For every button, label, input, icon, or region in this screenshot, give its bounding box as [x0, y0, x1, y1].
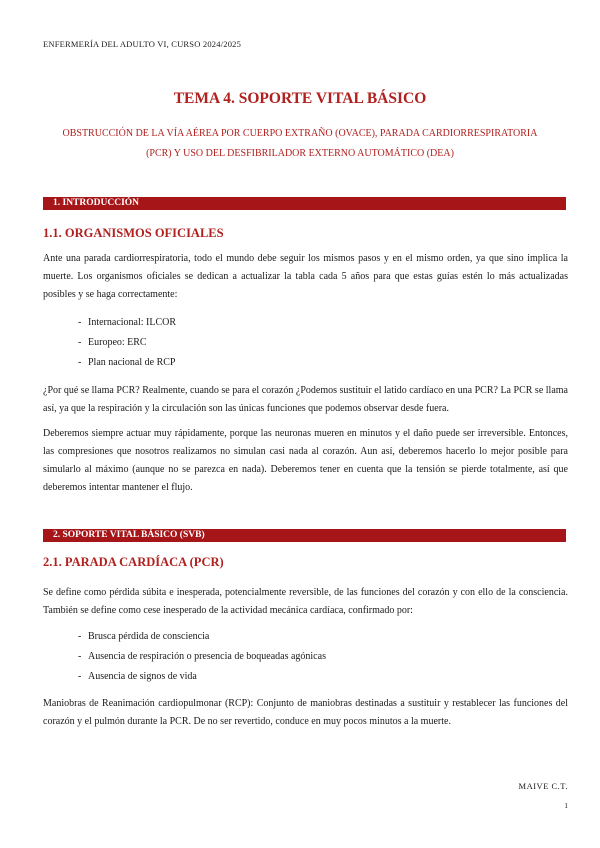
organismos-list [78, 313, 176, 373]
section-heading-introduccion: 1. INTRODUCCIÓN [43, 197, 566, 210]
list-item: - Brusca pérdida de consciencia [78, 627, 326, 647]
list-dash: - [78, 337, 82, 348]
list-dash: - [78, 317, 82, 328]
list-item: - Ausencia de signos de vida [78, 667, 326, 687]
list-item: - Internacional: ILCOR [78, 313, 176, 333]
page-number: 1 [564, 801, 568, 810]
paragraph-rcp: Maniobras de Reanimación cardiopulmonar (RCP): Conjunto de maniobras destinadas a sustituir y restablecer las funciones del corazón y el pulmón durante la PCR. De no ser revertido, conduce en muy pocos minutos a la muerte. [43, 698, 568, 727]
signos-list [78, 627, 326, 687]
subsection-heading-organismos: 1.1. ORGANISMOS OFICIALES [43, 226, 224, 240]
subtitle-line-2: (PCR) Y USO DEL DESFIBRILADOR EXTERNO AUTOMÁTICO (DEA) [146, 148, 454, 159]
paragraph-por-que-pcr: ¿Por qué se llama PCR? Realmente, cuando se para el corazón ¿Podemos sustituir el latido cardíaco en una PCR? La PCR se llama así, ya que la respiración y la circulación son las únicas funciones que podemos observar desde fuera. [43, 385, 568, 414]
footer-author: MAIVE C.T. [518, 781, 568, 791]
list-item: - Europeo: ERC [78, 333, 176, 353]
subtitle-line-1: OBSTRUCCIÓN DE LA VÍA AÉREA POR CUERPO EXTRAÑO (OVACE), PARADA CARDIORRESPIRATORIA [62, 128, 538, 139]
subsection-heading-parada-cardiaca: 2.1. PARADA CARDÍACA (PCR) [43, 555, 224, 569]
paragraph-intro: Ante una parada cardiorrespiratoria, todo el mundo debe seguir los mismos pasos y en el mismo orden, ya que sino implica la muerte. Los organismos oficiales se dedican a actualizar la tabla cada 5 años para que estas guías estén lo más actualizadas posibles y se haga correctamente: [43, 253, 568, 300]
page-title: TEMA 4. SOPORTE VITAL BÁSICO [173, 90, 427, 107]
list-item: - Plan nacional de RCP [78, 353, 176, 373]
paragraph-actuar-rapido: Deberemos siempre actuar muy rápidamente, porque las neuronas mueren en minutos y el daño puede ser irreversible. Entonces, las compresiones que nosotros realizamos no simulan casi nada al corazón. Aun así, deberemos hacerlo lo mejor posible para simularlo al máximo (aunque no se parezca en nada). Deberemos tener en cuenta que la tensión se pierde totalmente, así que deberemos intentar mantener el flujo. [43, 428, 568, 493]
list-dash: - [78, 671, 82, 682]
section-heading-svb: 2. SOPORTE VITAL BÁSICO (SVB) [43, 529, 566, 542]
page-subtitle [60, 124, 540, 164]
list-item: - Ausencia de respiración o presencia de boqueadas agónicas [78, 647, 326, 667]
list-dash: - [78, 651, 82, 662]
list-dash: - [78, 357, 82, 368]
paragraph-definicion-pcr: Se define como pérdida súbita e inesperada, potencialmente reversible, de las funciones del corazón y con ello de la consciencia. También se define como cese inesperado de la actividad mecánica cardíaca, confirmado por: [43, 587, 568, 616]
course-header: ENFERMERÍA DEL ADULTO VI, CURSO 2024/2025 [43, 39, 242, 49]
list-dash: - [78, 631, 82, 642]
